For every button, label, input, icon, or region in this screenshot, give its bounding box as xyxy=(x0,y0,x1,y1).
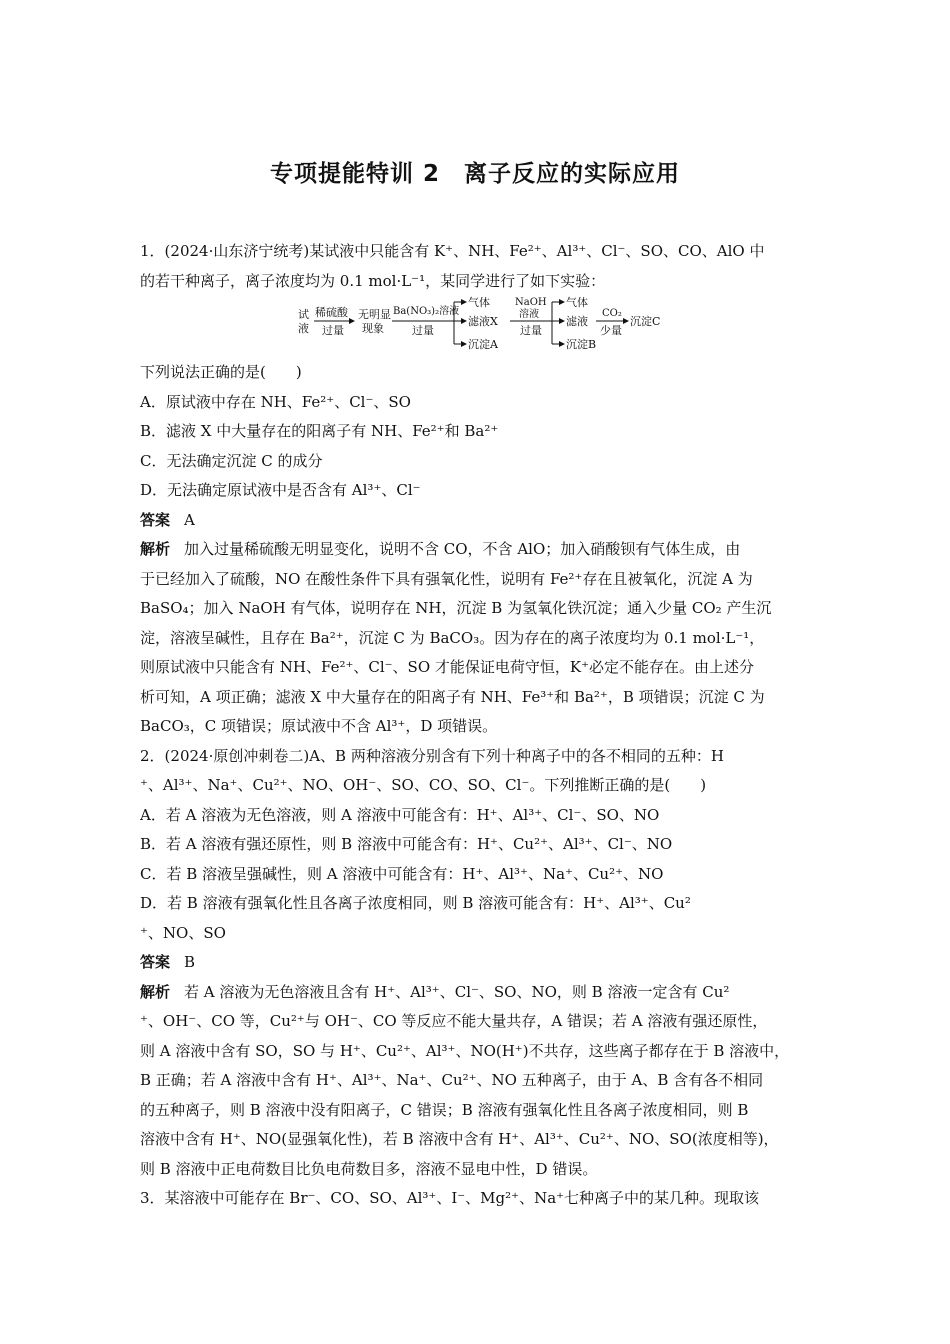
flow-precip-a: 沉淀A xyxy=(468,338,498,351)
flow-reagent3-bottom: 溶液 xyxy=(519,309,539,320)
q2-analysis-text: 若 A 溶液为无色溶液且含有 H⁺、Al³⁺、Cl⁻、SO、NO，则 B 溶液一定含有 Cu² xyxy=(184,982,730,1001)
q1-option-a: A．原试液中存在 NH、Fe²⁺、Cl⁻、SO xyxy=(140,392,411,411)
flow-cond3: 过量 xyxy=(520,324,542,337)
q2-analysis-line1 xyxy=(140,978,812,1008)
question-content xyxy=(140,237,812,1214)
flow-cond4: 少量 xyxy=(600,324,622,337)
flow-gas1: 气体 xyxy=(468,296,490,309)
q1-analysis-line1 xyxy=(140,535,812,565)
q1-analysis-line6: 析可知，A 项正确；滤液 X 中大量存在的阳离子有 NH、Fe³⁺和 Ba²⁺，B 项错误；沉淀 C 为 xyxy=(140,687,765,706)
q1-option-c: C．无法确定沉淀 C 的成分 xyxy=(140,451,323,470)
flow-reagent2: Ba(NO₃)₂溶液 xyxy=(393,306,460,317)
q2-option-a: A．若 A 溶液为无色溶液，则 A 溶液中可能含有：H⁺、Al³⁺、Cl⁻、SO、NO xyxy=(140,805,660,824)
q2-answer: B xyxy=(184,953,196,971)
q1-option-b: B．滤液 X 中大量存在的阳离子有 NH、Fe²⁺和 Ba²⁺ xyxy=(140,422,499,440)
flow-gas2: 气体 xyxy=(566,296,588,309)
q2-analysis-line6: 溶液中含有 H⁺、NO(显强氧化性)，若 B 溶液中含有 H⁺、Al³⁺、Cu²⁺、NO、SO(浓度相等)， xyxy=(140,1130,779,1148)
experiment-flowchart xyxy=(140,296,812,358)
flow-filtrate: 滤液 xyxy=(566,315,588,328)
q2-option-c: C．若 B 溶液呈强碱性，则 A 溶液中可能含有：H⁺、Al³⁺、Na⁺、Cu²⁺、NO xyxy=(140,864,664,883)
page-title: 专项提能特训 2 离子反应的实际应用 xyxy=(269,161,680,187)
flow-cond1: 过量 xyxy=(322,324,344,337)
q1-analysis-line5: 则原试液中只能含有 NH、Fe²⁺、Cl⁻、SO 才能保证电荷守恒，K⁺必定不能存在。由上述分 xyxy=(140,658,755,676)
q1-analysis-line3: BaSO₄；加入 NaOH 有气体，说明存在 NH，沉淀 B 为氢氧化铁沉淀；通入少量 CO₂ 产生沉 xyxy=(140,599,772,617)
flow-filtrate-x: 滤液X xyxy=(468,315,498,328)
q2-answer-line xyxy=(140,948,812,978)
q1-analysis-line2: 于已经加入了硫酸，NO 在酸性条件下具有强氧化性，说明有 Fe²⁺存在且被氧化，沉淀 A 为 xyxy=(140,569,753,588)
q2-option-d: D．若 B 溶液有强氧化性且各离子浓度相同，则 B 溶液可能含有：H⁺、Al³⁺、Cu² xyxy=(140,894,691,912)
q1-analysis-text: 加入过量稀硫酸无明显变化，说明不含 CO，不含 AlO；加入硝酸钡有气体生成，由 xyxy=(184,540,741,558)
q1-answer: A xyxy=(184,510,195,529)
q1-stem-line1: 1．(2024·山东济宁统考)某试液中只能含有 K⁺、NH、Fe²⁺、Al³⁺、Cl⁻、SO、CO、AlO 中 xyxy=(140,242,765,260)
q2-analysis-line4: B 正确；若 A 溶液中含有 H⁺、Al³⁺、Na⁺、Cu²⁺、NO 五种离子，由于 A、B 含有各不相同 xyxy=(140,1071,764,1089)
flow-obs-bottom: 现象 xyxy=(362,322,384,335)
flow-reagent1: 稀硫酸 xyxy=(315,306,348,319)
q1-analysis-label: 解析 xyxy=(140,540,171,558)
q2-option-b: B．若 A 溶液有强还原性，则 B 溶液中可能含有：H⁺、Cu²⁺、Al³⁺、Cl⁻、NO xyxy=(140,835,673,853)
flow-reagent3-top: NaOH xyxy=(515,297,547,308)
flow-precip-b: 沉淀B xyxy=(566,338,597,351)
flow-obs-top: 无明显 xyxy=(358,308,391,321)
q1-answer-line xyxy=(140,506,812,536)
q1-analysis-line7: BaCO₃，C 项错误；原试液中不含 Al³⁺，D 项错误。 xyxy=(140,717,498,735)
q3-stem-line1: 3．某溶液中可能存在 Br⁻、CO、SO、Al³⁺、I⁻、Mg²⁺、Na⁺七种离子中的某几种。现取该 xyxy=(140,1189,760,1207)
flow-start-bottom: 液 xyxy=(298,322,309,335)
flow-cond2: 过量 xyxy=(412,324,434,337)
q1-answer-label: 答案 xyxy=(140,510,171,529)
flow-start-top: 试 xyxy=(298,308,309,321)
q1-prompt: 下列说法正确的是( ) xyxy=(140,363,302,381)
q2-analysis-line2: ⁺、OH⁻、CO 等，Cu²⁺与 OH⁻、CO 等反应不能大量共存，A 错误；若 A 溶液有强还原性， xyxy=(140,1012,768,1030)
q1-stem-line2: 的若干种离子，离子浓度均为 0.1 mol·L⁻¹，某同学进行了如下实验： xyxy=(140,271,606,290)
q2-option-d-cont: ⁺、NO、SO xyxy=(140,923,226,942)
q2-analysis-line3: 则 A 溶液中含有 SO，SO 与 H⁺、Cu²⁺、Al³⁺、NO(H⁺)不共存，这些离子都存在于 B 溶液中， xyxy=(140,1041,790,1060)
q2-answer-label: 答案 xyxy=(140,953,171,971)
flowchart-svg xyxy=(290,292,670,354)
q2-analysis-label: 解析 xyxy=(140,982,171,1001)
flow-precip-c: 沉淀C xyxy=(630,315,661,328)
flow-reagent4: CO₂ xyxy=(602,308,622,319)
q1-analysis-line4: 淀，溶液呈碱性，且存在 Ba²⁺，沉淀 C 为 BaCO₃。因为存在的离子浓度均为 0.1 mol·L⁻¹， xyxy=(140,628,765,647)
q2-analysis-line7: 则 B 溶液中正电荷数目比负电荷数目多，溶液不显电中性，D 错误。 xyxy=(140,1159,598,1178)
q2-stem-line2: ⁺、Al³⁺、Na⁺、Cu²⁺、NO、OH⁻、SO、CO、SO、Cl⁻。下列推断正确的是( ) xyxy=(140,776,707,794)
q1-option-d: D．无法确定原试液中是否含有 Al³⁺、Cl⁻ xyxy=(140,481,421,499)
q2-analysis-line5: 的五种离子，则 B 溶液中没有阳离子，C 错误；B 溶液有强氧化性且各离子浓度相同，则 B xyxy=(140,1100,749,1119)
q2-stem-line1: 2．(2024·原创冲刺卷二)A、B 两种溶液分别含有下列十种离子中的各不相同的五种：H xyxy=(140,746,724,765)
